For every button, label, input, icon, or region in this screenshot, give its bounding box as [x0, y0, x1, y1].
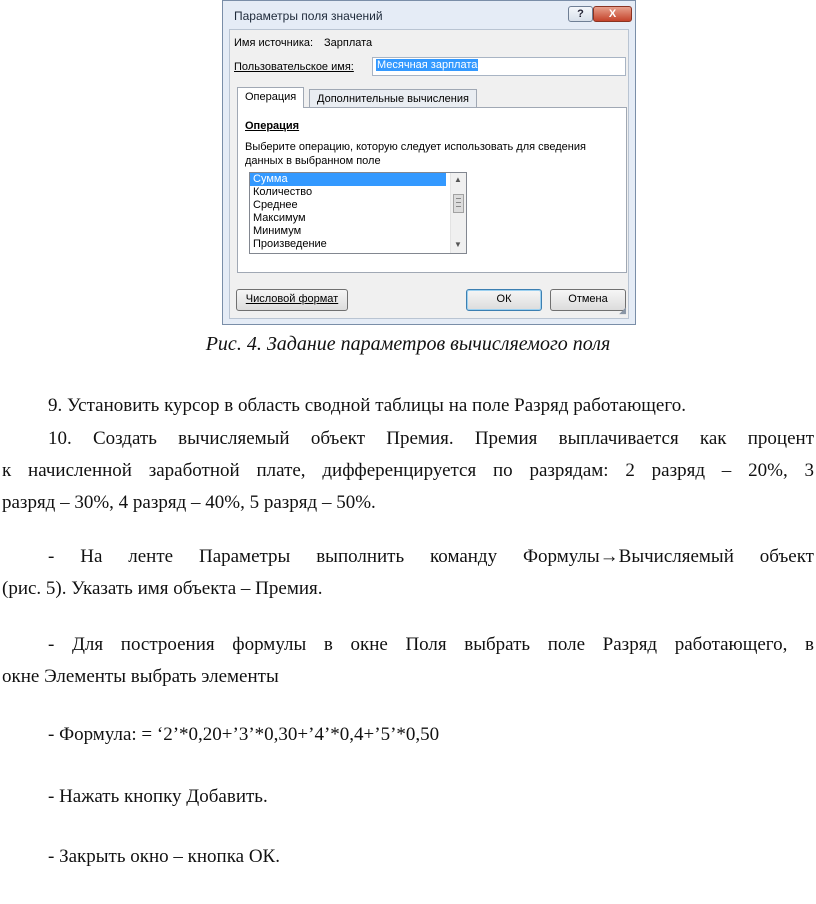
- source-name-label: Имя источника:: [234, 37, 314, 49]
- custom-name-input[interactable]: [372, 57, 626, 76]
- tab-additional-calculations[interactable]: Дополнительные вычисления: [309, 89, 477, 108]
- cancel-button[interactable]: Отмена: [550, 289, 626, 311]
- custom-name-value: Месячная зарплата: [377, 59, 478, 71]
- list-item-count[interactable]: Количество: [253, 186, 313, 198]
- bullet-formula: - Формула: = ‘2’*0,20+’3’*0,30+’4’*0,4+’5’*0,50: [48, 724, 440, 745]
- step-10-line-1: 10. Создать вычисляемый объект Премия. Премия выплачивается как процент: [48, 428, 814, 449]
- scroll-thumb[interactable]: [453, 194, 464, 213]
- value-field-settings-dialog: [222, 0, 636, 325]
- number-format-button[interactable]: Числовой формат: [236, 289, 348, 311]
- scroll-down-arrow-icon[interactable]: ▼: [454, 240, 462, 249]
- step-10-line-2: к начисленной заработной плате, дифференцируется по разрядам: 2 разряд – 20%, 3: [2, 460, 814, 481]
- list-item-product[interactable]: Произведение: [253, 238, 327, 250]
- step-9: 9. Установить курсор в область сводной таблицы на поле Разряд работающего.: [48, 395, 686, 416]
- close-button[interactable]: X: [593, 6, 632, 22]
- function-listbox[interactable]: [249, 172, 467, 254]
- step-10-line-3: разряд – 30%, 4 разряд – 40%, 5 разряд – 50%.: [2, 492, 376, 513]
- operation-tab-panel: [237, 107, 627, 273]
- operation-heading: Операция: [245, 120, 300, 132]
- help-button[interactable]: ?: [568, 6, 593, 22]
- bullet-add-button: - Нажать кнопку Добавить.: [48, 786, 268, 807]
- scroll-up-arrow-icon[interactable]: ▲: [454, 175, 462, 184]
- figure-caption: Рис. 4. Задание параметров вычисляемого поля: [205, 333, 611, 355]
- dialog-client-area: [229, 29, 629, 319]
- list-item-min[interactable]: Минимум: [253, 225, 302, 237]
- resize-grip-icon[interactable]: ◢: [619, 305, 626, 315]
- listbox-scrollbar[interactable]: [450, 173, 466, 253]
- bullet-close-window: - Закрыть окно – кнопка ОК.: [48, 846, 280, 867]
- list-item-max[interactable]: Максимум: [253, 212, 306, 224]
- bullet-formula-build-line-2: окне Элементы выбрать элементы: [2, 666, 279, 687]
- source-name-value: Зарплата: [324, 37, 373, 49]
- tab-operation[interactable]: Операция: [237, 87, 304, 108]
- list-item-sum[interactable]: Сумма: [250, 173, 446, 186]
- list-item-average[interactable]: Среднее: [253, 199, 298, 211]
- bullet-formula-build-line-1: - Для построения формулы в окне Поля выбрать поле Разряд работающего, в: [48, 634, 814, 655]
- ok-button[interactable]: ОК: [466, 289, 542, 311]
- dialog-title: Параметры поля значений: [234, 9, 383, 23]
- custom-name-label: Пользовательское имя:: [234, 61, 354, 73]
- instruction-line-2: данных в выбранном поле: [245, 155, 381, 167]
- bullet-ribbon-line-2: (рис. 5). Указать имя объекта – Премия.: [2, 578, 323, 599]
- instruction-line-1: Выберите операцию, которую следует использовать для сведения: [245, 141, 586, 153]
- bullet-ribbon-line-1: - На ленте Параметры выполнить команду Формулы→Вычисляемый объект: [48, 546, 814, 567]
